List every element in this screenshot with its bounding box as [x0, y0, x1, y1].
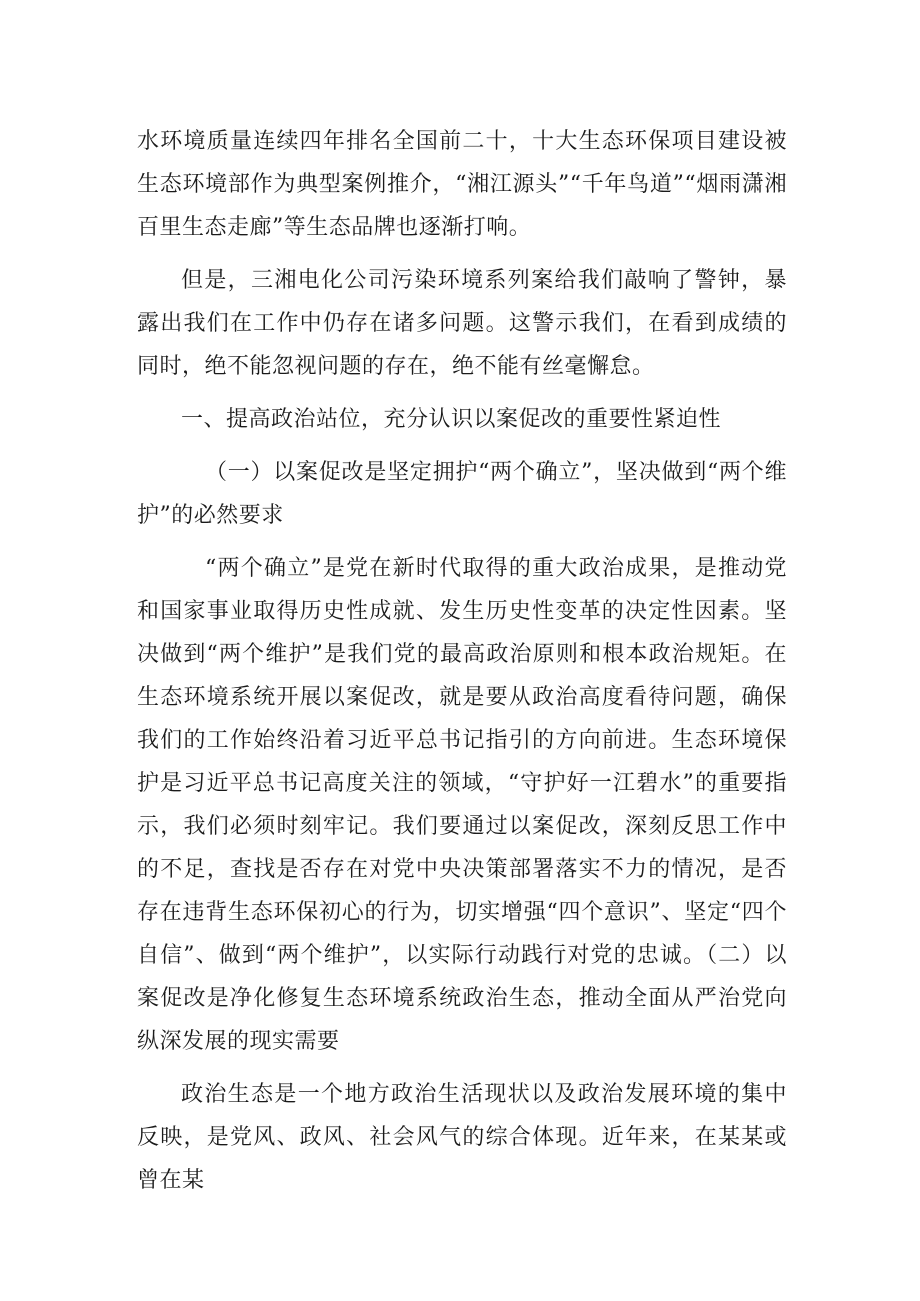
document-body	[137, 120, 787, 1212]
paragraph-political-ecology: 政治生态是一个地方政治生活现状以及政治发展环境的集中反映，是党风、政风、社会风气的综合体现。近年来，在某某或曾在某	[137, 1082, 787, 1193]
paragraph-two-establishments: “两个确立”是党在新时代取得的重大政治成果，是推动党和国家事业取得历史性成就、发生历史性变革的决定性因素。坚决做到“两个维护”是我们党的最高政治原则和根本政治规矩。在生态环境系统开展以案促改，就是要从政治高度看待问题，确保我们的工作始终沿着习近平总书记指引的方向前进。生态环境保护是习近平总书记高度关注的领域，“守护好一江碧水”的重要指示，我们必须时刻牢记。我们要通过以案促改，深刻反思工作中的不足，查找是否存在对党中央决策部署落实不力的情况，是否存在违背生态环保初心的行为，切实增强“四个意识”、坚定“四个自信”、做到“两个维护”，以实际行动践行对党的忠诚。（二）以案促改是净化修复生态环境系统政治生态，推动全面从严治党向纵深发展的现实需要	[137, 556, 787, 1054]
subsection-heading-1: （一）以案促改是坚定拥护“两个确立”，坚决做到“两个维护”的必然要求	[137, 460, 787, 528]
section-heading-1: 一、提高政治站位，充分认识以案促改的重要性紧迫性	[181, 407, 722, 432]
paragraph-warning: 但是，三湘电化公司污染环境系列案给我们敲响了警钟，暴露出我们在工作中仍存在诸多问题。这警示我们，在看到成绩的同时，绝不能忽视问题的存在，绝不能有丝毫懈怠。	[137, 268, 787, 379]
paragraph-continuation: 水环境质量连续四年排名全国前二十，十大生态环保项目建设被生态环境部作为典型案例推介，“湘江源头”“千年鸟道”“烟雨潇湘百里生态走廊”等生态品牌也逐渐打响。	[137, 129, 787, 240]
